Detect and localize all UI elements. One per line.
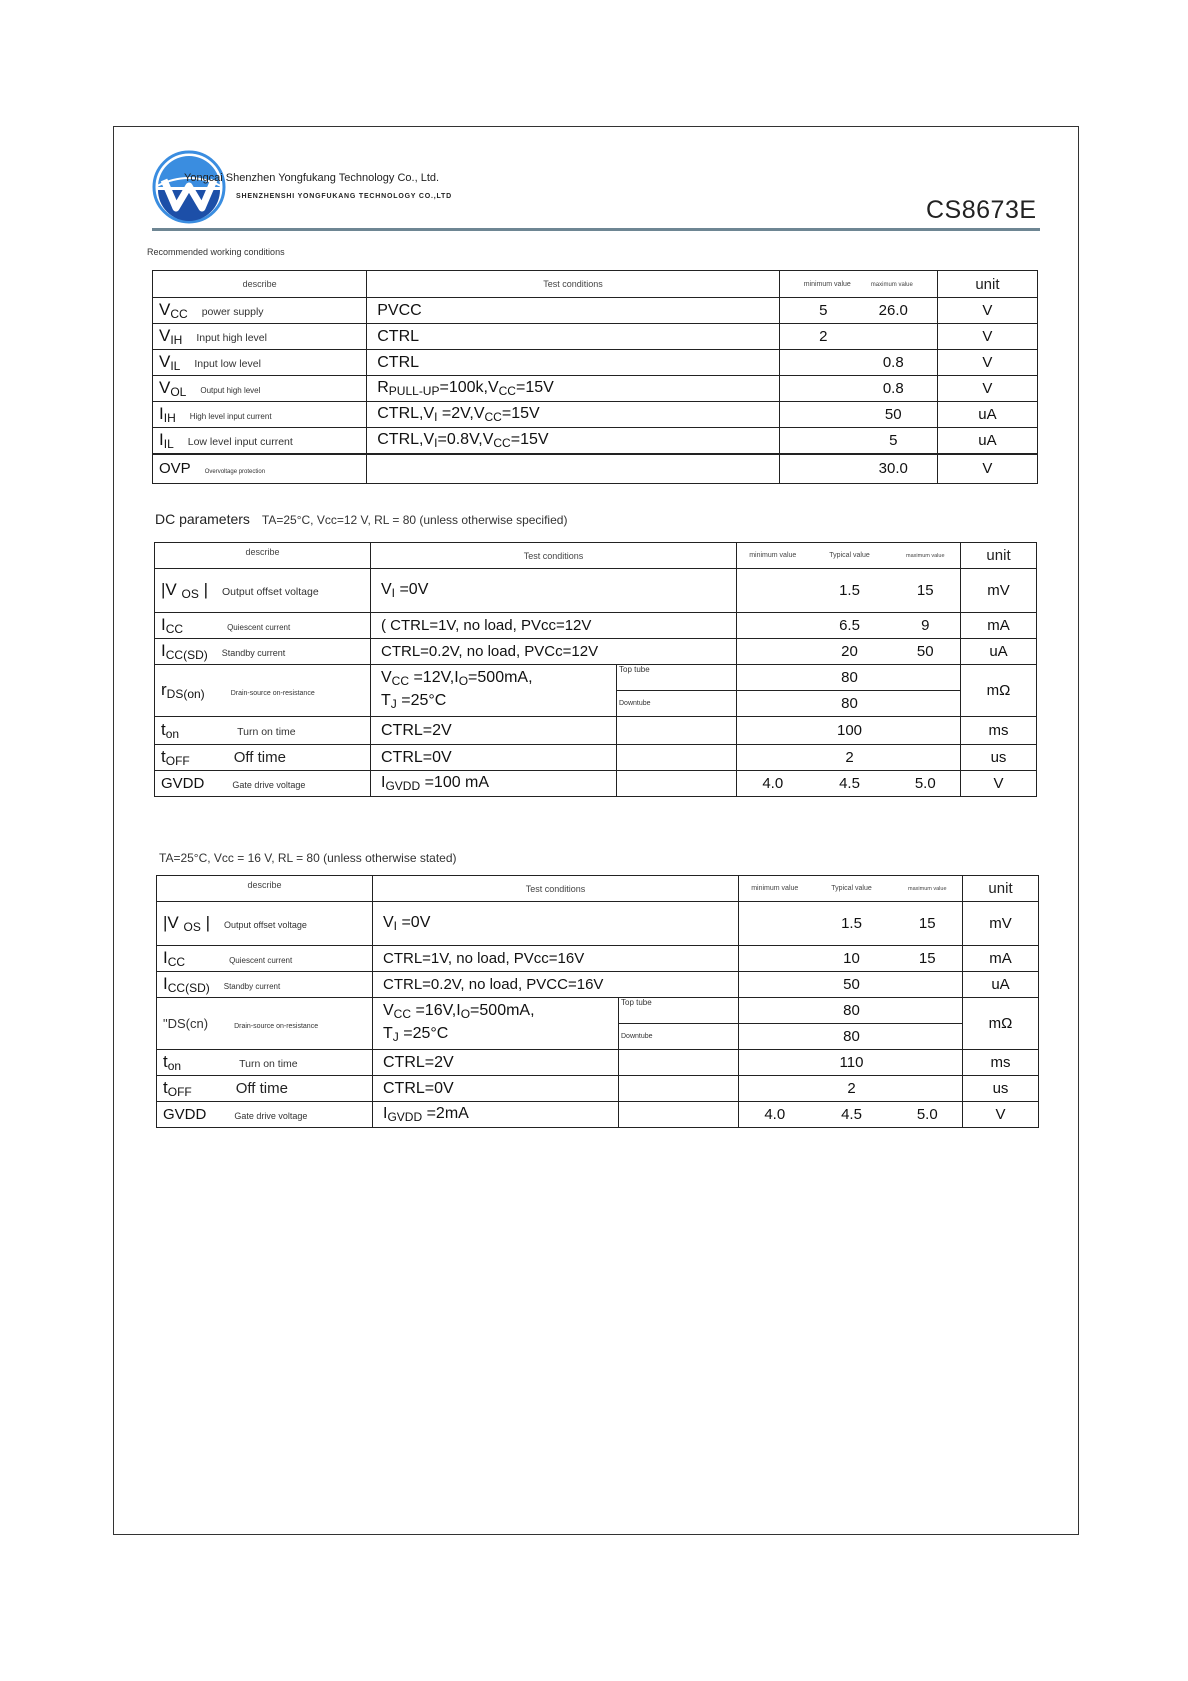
symbol: $V_{OL}$ — [159, 378, 187, 399]
description: Output high level — [200, 386, 261, 395]
top-tube-label: Top tube — [617, 665, 737, 691]
typ-value: 2 — [811, 1076, 893, 1102]
description: Input low level — [194, 358, 261, 370]
symbol: GVDD — [163, 1105, 207, 1123]
part-number: CS8673E — [926, 196, 1037, 224]
table-row — [157, 1050, 1039, 1076]
max-value — [893, 1050, 963, 1076]
max-value — [891, 691, 961, 717]
typ-value: 4.5 — [811, 1102, 893, 1128]
table-row — [155, 569, 1037, 613]
unit-value: uA — [961, 639, 1037, 665]
unit-value: uA — [937, 428, 1037, 454]
unit-value: V — [937, 298, 1037, 324]
typ-value: 6.5 — [809, 613, 891, 639]
dc12-table — [154, 542, 1037, 797]
dc16-table — [156, 875, 1039, 1128]
table-row — [153, 298, 1038, 324]
max-value: 0.8 — [882, 380, 904, 397]
max-value — [893, 1076, 963, 1102]
table-row — [153, 454, 1038, 484]
typ-value: 80 — [809, 665, 891, 691]
test-condition: CTRL=0.2V, no load, PVCC=16V — [373, 972, 739, 998]
max-value — [891, 717, 961, 745]
symbol: $I_{CC}$ — [161, 615, 184, 636]
description: Standby current — [221, 648, 286, 658]
min-value — [739, 946, 811, 972]
max-value: 50 — [891, 639, 961, 665]
typ-value: 4.5 — [809, 771, 891, 797]
unit-value: mV — [963, 902, 1039, 946]
test-condition: $I_{GVDD} =2mA$ — [373, 1102, 619, 1128]
test-condition: CTRL=0V — [373, 1076, 619, 1102]
typ-value: 80 — [811, 1024, 893, 1050]
symbol: "DS(cn) — [163, 1015, 209, 1031]
table-row — [153, 376, 1038, 402]
description: Quiescent current — [227, 623, 291, 632]
table-row — [155, 745, 1037, 771]
unit-value: us — [961, 745, 1037, 771]
test-condition: $I_{GVDD} =100$ mA — [371, 771, 617, 797]
header-test-conditions: Test conditions — [371, 543, 737, 569]
rwc-title: Recommended working conditions — [147, 247, 285, 257]
unit-value: mΩ — [961, 665, 1037, 717]
test-condition: $R_{PULL-UP}=100k,V_{CC}=15V$ — [367, 376, 779, 402]
test-condition: $CTRL,V_I =2V,V_{CC}=15V$ — [367, 402, 779, 428]
header-unit: unit — [937, 271, 1037, 298]
header-divider — [152, 228, 1040, 231]
max-value — [891, 745, 961, 771]
symbol: $I_{IH}$ — [159, 404, 176, 425]
table-row — [153, 350, 1038, 376]
header-max: maximum value — [893, 876, 963, 902]
test-condition: $V_I =0V$ — [371, 569, 737, 613]
header-min-max: minimum value maximum value — [779, 271, 937, 298]
test-condition: $CTRL,V_I=0.8V,V_{CC}=15V$ — [367, 428, 779, 454]
downtube-label: Downtube — [619, 1024, 739, 1050]
description: Drain-source on-resistance — [234, 1022, 319, 1030]
max-value: 50 — [884, 406, 902, 423]
header-min: minimum value — [737, 543, 809, 569]
description: Gate drive voltage — [232, 779, 306, 790]
min-value — [739, 1050, 811, 1076]
table-row — [155, 771, 1037, 797]
unit-value: V — [937, 454, 1037, 484]
description: Overvoltage protection — [204, 468, 266, 475]
company-logo-globe-icon — [152, 150, 226, 224]
typ-value: 50 — [811, 972, 893, 998]
test-condition: PVCC — [367, 298, 779, 324]
description: power supply — [201, 306, 264, 318]
symbol: $r_{DS(on)}$ — [161, 680, 205, 701]
min-value — [739, 1024, 811, 1050]
table-row — [155, 613, 1037, 639]
downtube-label: Downtube — [617, 691, 737, 717]
table-row — [157, 972, 1039, 998]
test-condition: $V_{CC} =16V,I_O=500mA$, $T_J =25^\circ C$ — [373, 998, 619, 1050]
rwc-table — [152, 270, 1038, 484]
min-value — [737, 665, 809, 691]
max-value: 5 — [889, 431, 898, 449]
table-row — [157, 1076, 1039, 1102]
symbol: GVDD — [161, 774, 205, 792]
symbol: $t_{on}$ — [161, 720, 180, 741]
min-value — [737, 717, 809, 745]
unit-value: mA — [961, 613, 1037, 639]
typ-value: 10 — [811, 946, 893, 972]
max-value — [891, 665, 961, 691]
symbol: $V_{CC}$ — [159, 300, 188, 321]
unit-value: ms — [961, 717, 1037, 745]
unit-value: mA — [963, 946, 1039, 972]
header-typ: Typical value — [809, 543, 891, 569]
table-row — [153, 428, 1038, 454]
symbol: $I_{CC(SD)}$ — [161, 641, 208, 662]
max-value — [893, 972, 963, 998]
test-condition: CTRL=1V, no load, PVcc=16V — [373, 946, 739, 972]
dc12-title: DC parameters TA=25°C, Vcc=12 V, RL = 80 (unless otherwise specified) — [155, 511, 568, 527]
symbol: $I_{IL}$ — [159, 429, 174, 451]
description: Off time — [235, 1080, 288, 1097]
test-condition: $V_{CC} =12V,I_O=500mA$, $T_J =25^\circ C$ — [371, 665, 617, 717]
max-value: 15 — [891, 569, 961, 613]
header-max: maximum value — [891, 543, 961, 569]
typ-value: 1.5 — [811, 902, 893, 946]
header-describe: describe — [153, 271, 367, 298]
header-unit: unit — [963, 876, 1039, 902]
min-value — [737, 569, 809, 613]
description: Off time — [233, 749, 286, 766]
test-condition: CTRL=0V — [371, 745, 617, 771]
typ-value: 20 — [809, 639, 891, 665]
min-value — [737, 613, 809, 639]
unit-value: uA — [963, 972, 1039, 998]
max-value: 30.0 — [878, 460, 908, 478]
symbol: $t_{OFF}$ — [163, 1078, 192, 1099]
table-row — [157, 1102, 1039, 1128]
min-value — [739, 998, 811, 1024]
max-value — [893, 1024, 963, 1050]
max-value — [893, 998, 963, 1024]
min-value — [737, 639, 809, 665]
min-value: 2 — [819, 328, 828, 345]
typ-value: 80 — [811, 998, 893, 1024]
description: Drain-source on-resistance — [230, 690, 315, 697]
table-row — [153, 402, 1038, 428]
typ-value: 1.5 — [809, 569, 891, 613]
unit-value: V — [961, 771, 1037, 797]
test-condition: CTRL=2V — [371, 717, 617, 745]
description: Standby current — [223, 982, 281, 991]
table-row — [157, 946, 1039, 972]
typ-value: 110 — [811, 1050, 893, 1076]
top-tube-label: Top tube — [619, 998, 739, 1024]
max-value: 15 — [893, 902, 963, 946]
test-condition — [367, 454, 779, 484]
min-value — [737, 745, 809, 771]
max-value: 9 — [891, 613, 961, 639]
description: Gate drive voltage — [234, 1110, 308, 1121]
description: Input high level — [196, 332, 267, 344]
header-test-conditions: Test conditions — [373, 876, 739, 902]
min-value — [739, 1076, 811, 1102]
dc12-conditions: TA=25°C, Vcc=12 V, RL = 80 (unless otherwise specified) — [261, 513, 568, 527]
test-condition: ( CTRL=1V, no load, PVcc=12V — [371, 613, 737, 639]
company-name: Yongcai Shenzhen Yongfukang Technology Co., Ltd. — [184, 172, 440, 184]
max-value: 5.0 — [893, 1102, 963, 1128]
min-value — [739, 902, 811, 946]
unit-value: mV — [961, 569, 1037, 613]
test-condition: CTRL=2V — [373, 1050, 619, 1076]
header-describe: describe — [155, 543, 371, 569]
description: Quiescent current — [229, 956, 293, 965]
header-test-conditions: Test conditions — [367, 271, 779, 298]
company-name-caps: SHENZHENSHI YONGFUKANG TECHNOLOGY CO.,LTD — [236, 193, 452, 200]
table-row — [155, 639, 1037, 665]
min-value: 4.0 — [739, 1102, 811, 1128]
typ-value: 100 — [809, 717, 891, 745]
symbol: $I_{CC}$ — [163, 948, 186, 969]
description: Output offset voltage — [224, 920, 307, 930]
unit-value: ms — [963, 1050, 1039, 1076]
unit-value: V — [937, 350, 1037, 376]
symbol: $V_{IH}$ — [159, 326, 183, 347]
header-min: minimum value — [739, 876, 811, 902]
max-value: 0.8 — [882, 354, 904, 371]
header-typ: Typical value — [811, 876, 893, 902]
header-describe: describe — [157, 876, 373, 902]
symbol: $V_{IL}$ — [159, 352, 181, 373]
table-row — [157, 902, 1039, 946]
unit-value: V — [963, 1102, 1039, 1128]
test-condition: CTRL — [367, 324, 779, 350]
unit-value: mΩ — [963, 998, 1039, 1050]
min-value — [737, 691, 809, 717]
table-row — [153, 324, 1038, 350]
description: Low level input current — [187, 435, 293, 448]
unit-value: V — [937, 324, 1037, 350]
symbol: $t_{on}$ — [163, 1052, 182, 1073]
min-value: 5 — [819, 302, 828, 319]
min-value — [739, 972, 811, 998]
min-value: 4.0 — [737, 771, 809, 797]
max-value: 5.0 — [891, 771, 961, 797]
max-value: 15 — [893, 946, 963, 972]
symbol: OVP — [159, 459, 191, 477]
table-row — [155, 717, 1037, 745]
header-unit: unit — [961, 543, 1037, 569]
description: Turn on time — [239, 1058, 298, 1070]
test-condition: CTRL — [367, 350, 779, 376]
typ-value: 80 — [809, 691, 891, 717]
symbol: |V $_{OS}$ | — [161, 580, 208, 601]
table-row — [157, 998, 1039, 1024]
typ-value: 2 — [809, 745, 891, 771]
description: Output offset voltage — [222, 586, 319, 598]
test-condition: CTRL=0.2V, no load, PVCc=12V — [371, 639, 737, 665]
max-value: 26.0 — [878, 302, 908, 319]
unit-value: us — [963, 1076, 1039, 1102]
table-row — [155, 665, 1037, 691]
unit-value: V — [937, 376, 1037, 402]
test-condition: $V_I =0V$ — [373, 902, 739, 946]
dc16-conditions: TA=25°C, Vcc = 16 V, RL = 80 (unless otherwise stated) — [159, 851, 457, 865]
description: High level input current — [189, 412, 272, 421]
unit-value: uA — [937, 402, 1037, 428]
symbol: |V $_{OS}$ | — [163, 913, 210, 934]
symbol: $t_{OFF}$ — [161, 747, 190, 768]
symbol: $I_{CC(SD)}$ — [163, 974, 210, 995]
description: Turn on time — [237, 726, 296, 738]
